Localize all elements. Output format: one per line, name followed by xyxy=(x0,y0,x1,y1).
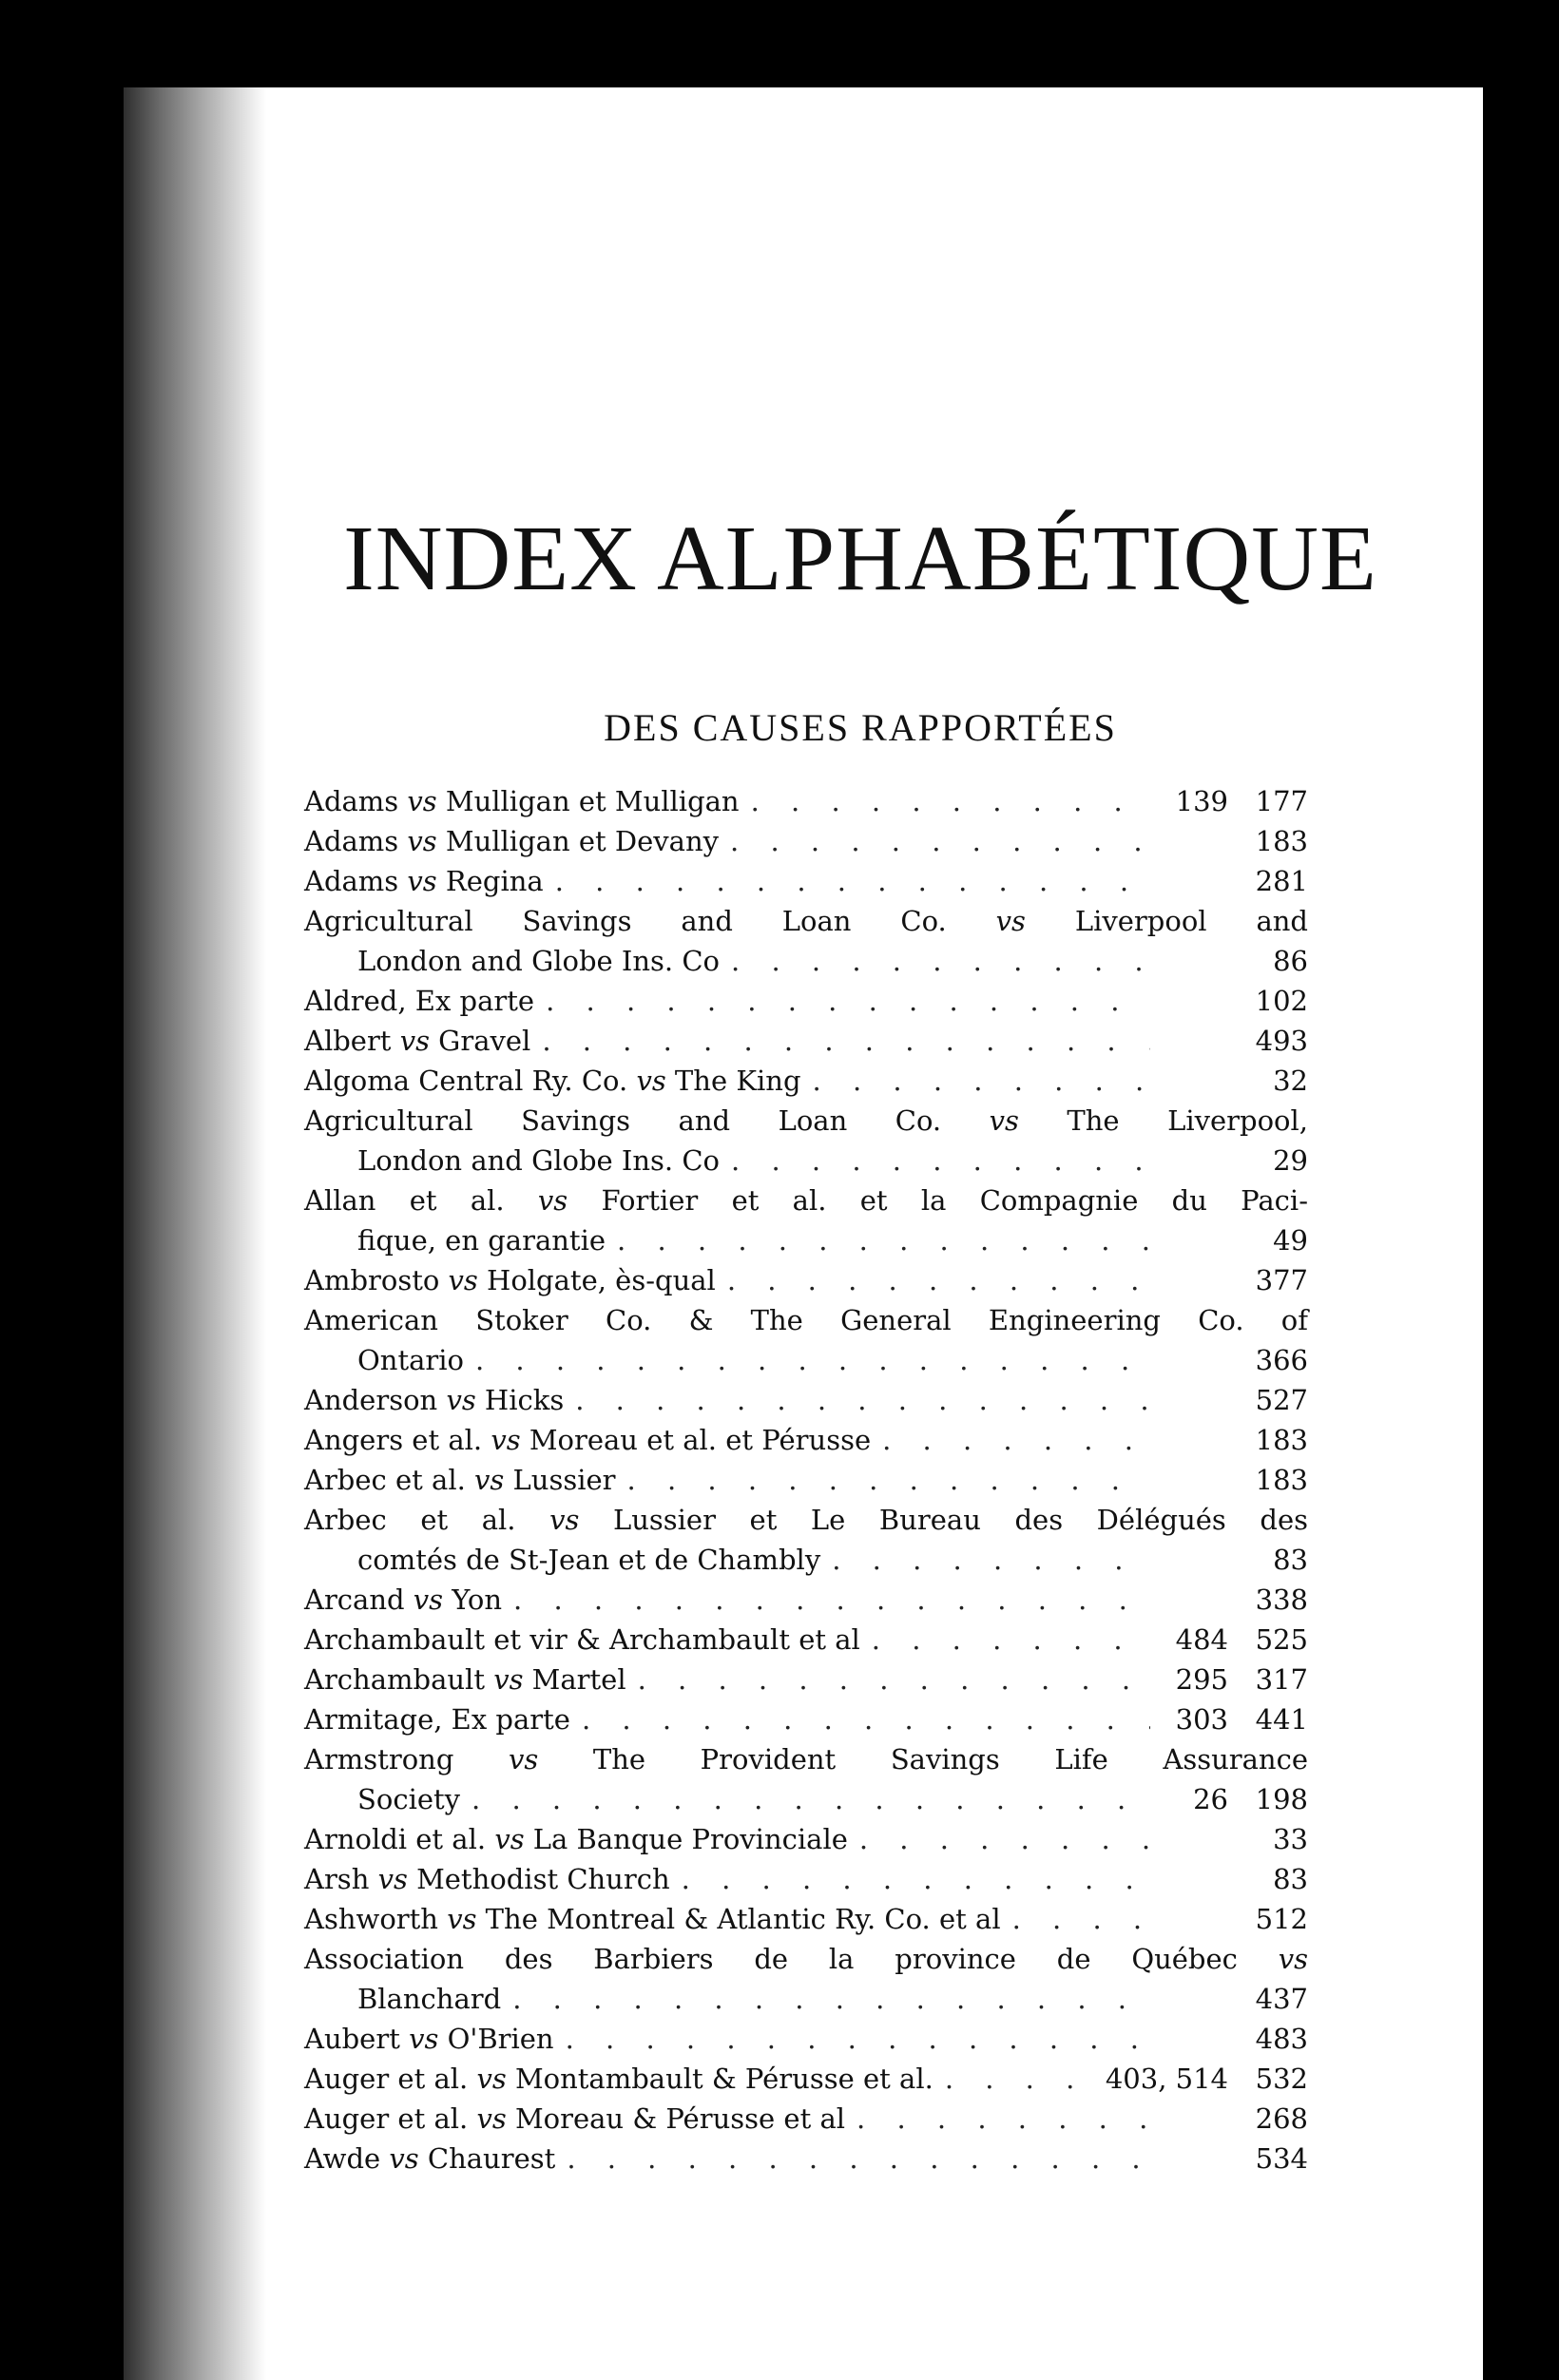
entry-text: Awde vs Chaurest xyxy=(304,2142,556,2175)
entry-line xyxy=(304,1660,1308,1699)
entry-text: comtés de St-Jean et de Chambly xyxy=(357,1544,821,1576)
entry-line xyxy=(304,861,1308,901)
index-entry xyxy=(304,2139,1308,2178)
entry-text: Archambault vs Martel xyxy=(304,1663,626,1696)
dot-leader xyxy=(730,821,1150,861)
dot-leader xyxy=(856,2099,1150,2139)
entry-text: Aldred, Ex parte xyxy=(304,985,535,1017)
index-entry xyxy=(304,1899,1308,1939)
page-ref: 377 xyxy=(1255,1264,1308,1296)
entry-text: Auger et al. vs Montambault & Pérusse et al. xyxy=(304,2063,933,2095)
dot-leader xyxy=(727,1260,1150,1300)
page-ref: 183 xyxy=(1255,1424,1308,1456)
entry-line xyxy=(304,1699,1308,1739)
index-entry xyxy=(304,1739,1308,1819)
entry-line xyxy=(304,1180,1308,1220)
index-entry xyxy=(304,821,1308,861)
page-ref: 281 xyxy=(1255,865,1308,897)
index-entry xyxy=(304,1260,1308,1300)
dot-leader xyxy=(872,1620,1150,1660)
index-entry xyxy=(304,1699,1308,1739)
entry-line xyxy=(304,1021,1308,1061)
dot-leader xyxy=(475,1340,1150,1380)
entry-text: Agricultural Savings and Loan Co. vs Liverpool and xyxy=(304,905,1308,937)
index-entry xyxy=(304,1061,1308,1101)
index-entry xyxy=(304,2019,1308,2059)
index-entry xyxy=(304,1620,1308,1660)
dot-leader xyxy=(832,1540,1150,1580)
entry-text: Aubert vs O'Brien xyxy=(304,2023,554,2055)
entry-text: London and Globe Ins. Co xyxy=(357,945,721,977)
entry-line xyxy=(304,2059,1308,2099)
index-entry xyxy=(304,1460,1308,1500)
entry-line xyxy=(304,1979,1308,2019)
page-ref: 33 xyxy=(1273,1823,1308,1855)
entry-text: Ashworth vs The Montreal & Atlantic Ry. Co. et al xyxy=(304,1903,1001,1935)
index-entry xyxy=(304,2099,1308,2139)
page-ref: 268 xyxy=(1255,2102,1308,2135)
page-ref-first: 484 xyxy=(1175,1623,1228,1656)
entry-line xyxy=(304,1101,1308,1141)
dot-leader xyxy=(567,2139,1150,2178)
index-entry xyxy=(304,1021,1308,1061)
entry-line xyxy=(304,1220,1308,1260)
entry-text: Armitage, Ex parte xyxy=(304,1703,570,1736)
entry-line xyxy=(304,1500,1308,1540)
entry-text: Arcand vs Yon xyxy=(304,1583,503,1616)
page-ref-first: 295 xyxy=(1175,1663,1228,1696)
index-entry xyxy=(304,1500,1308,1580)
dot-leader xyxy=(731,941,1150,981)
entry-line xyxy=(304,781,1308,821)
index-entries xyxy=(304,781,1308,2178)
index-entry xyxy=(304,1180,1308,1260)
index-entry xyxy=(304,1819,1308,1859)
dot-leader xyxy=(1012,1899,1150,1939)
entry-text: Anderson vs Hicks xyxy=(304,1384,565,1416)
entry-text: Ambrosto vs Holgate, ès-qual xyxy=(304,1264,716,1296)
page-ref: 86 xyxy=(1273,945,1308,977)
page-subtitle: DES CAUSES RAPPORTÉES xyxy=(604,706,1117,749)
entry-line xyxy=(304,1899,1308,1939)
dot-leader xyxy=(731,1141,1150,1180)
dot-leader xyxy=(542,1021,1150,1061)
index-entry xyxy=(304,981,1308,1021)
entry-text: Blanchard xyxy=(357,1983,502,2015)
dot-leader xyxy=(813,1061,1150,1101)
page-ref: 437 xyxy=(1255,1983,1308,2015)
dot-leader xyxy=(512,1979,1150,2019)
page-ref-first: 403, 514 xyxy=(1105,2063,1228,2095)
page-ref: 83 xyxy=(1273,1544,1308,1576)
entry-line xyxy=(304,1340,1308,1380)
dot-leader xyxy=(617,1220,1150,1260)
entry-line xyxy=(304,1420,1308,1460)
entry-text: Agricultural Savings and Loan Co. vs The Liverpool, xyxy=(304,1104,1308,1137)
entry-text: Society xyxy=(357,1783,461,1815)
entry-text: Arbec et al. vs Lussier et Le Bureau des Délégués des xyxy=(304,1504,1308,1536)
index-entry xyxy=(304,1420,1308,1460)
page-ref: 532 xyxy=(1255,2063,1308,2095)
page-ref: 29 xyxy=(1273,1144,1308,1177)
entry-line xyxy=(304,1300,1308,1340)
book-page xyxy=(124,87,1483,2380)
entry-text: Angers et al. vs Moreau et al. et Pérusse xyxy=(304,1424,872,1456)
entry-text: Allan et al. vs Fortier et al. et la Compagnie du Paci- xyxy=(304,1184,1308,1217)
entry-text: London and Globe Ins. Co xyxy=(357,1144,721,1177)
entry-line xyxy=(304,2139,1308,2178)
entry-line xyxy=(304,821,1308,861)
dot-leader xyxy=(945,2059,1094,2099)
index-entry xyxy=(304,1939,1308,2019)
entry-line xyxy=(304,1061,1308,1101)
index-entry xyxy=(304,1300,1308,1380)
dot-leader xyxy=(882,1420,1150,1460)
entry-text: Association des Barbiers de la province de Québec vs xyxy=(304,1943,1308,1975)
entry-line xyxy=(304,1580,1308,1620)
dot-leader xyxy=(627,1460,1150,1500)
dot-leader xyxy=(575,1380,1150,1420)
entry-text: Arsh vs Methodist Church xyxy=(304,1863,670,1895)
entry-line xyxy=(304,2099,1308,2139)
page-ref: 534 xyxy=(1255,2142,1308,2175)
entry-line xyxy=(304,1540,1308,1580)
entry-text: American Stoker Co. & The General Engineering Co. of xyxy=(304,1304,1308,1336)
entry-line xyxy=(304,1819,1308,1859)
page-title: INDEX ALPHABÉTIQUE xyxy=(343,508,1377,610)
page-ref: 483 xyxy=(1255,2023,1308,2055)
entry-line xyxy=(304,1739,1308,1779)
entry-text: Auger et al. vs Moreau & Pérusse et al xyxy=(304,2102,846,2135)
page-ref: 441 xyxy=(1255,1703,1308,1736)
dot-leader xyxy=(751,781,1150,821)
entry-text: Arnoldi et al. vs La Banque Provinciale xyxy=(304,1823,848,1855)
entry-text: Ontario xyxy=(357,1344,464,1376)
index-entry xyxy=(304,1660,1308,1699)
dot-leader xyxy=(472,1779,1150,1819)
page-ref-first: 303 xyxy=(1175,1703,1228,1736)
dot-leader xyxy=(638,1660,1150,1699)
page-ref: 317 xyxy=(1255,1663,1308,1696)
entry-line xyxy=(304,1260,1308,1300)
entry-text: Armstrong vs The Provident Savings Life Assurance xyxy=(304,1743,1309,1775)
dot-leader xyxy=(513,1580,1150,1620)
entry-line xyxy=(304,901,1308,941)
entry-line xyxy=(304,2019,1308,2059)
index-entry xyxy=(304,1859,1308,1899)
index-entry xyxy=(304,781,1308,821)
page-ref: 366 xyxy=(1255,1344,1308,1376)
page-ref: 493 xyxy=(1255,1025,1308,1057)
entry-line xyxy=(304,941,1308,981)
entry-line xyxy=(304,1939,1308,1979)
page-ref-first: 26 xyxy=(1193,1783,1228,1815)
dot-leader xyxy=(859,1819,1150,1859)
entry-line xyxy=(304,1620,1308,1660)
index-entry xyxy=(304,1101,1308,1180)
page-ref: 32 xyxy=(1273,1065,1308,1097)
entry-text: Arbec et al. vs Lussier xyxy=(304,1464,616,1496)
page-ref: 527 xyxy=(1255,1384,1308,1416)
dot-leader xyxy=(546,981,1150,1021)
page-ref: 102 xyxy=(1255,985,1308,1017)
index-entry xyxy=(304,861,1308,901)
page-binding-shadow xyxy=(124,87,266,2380)
dot-leader xyxy=(555,861,1150,901)
entry-text: fique, en garantie xyxy=(357,1224,606,1257)
page-ref-first: 139 xyxy=(1175,785,1228,817)
dot-leader xyxy=(582,1699,1150,1739)
entry-text: Adams vs Regina xyxy=(304,865,544,897)
entry-line xyxy=(304,1460,1308,1500)
page-ref: 512 xyxy=(1255,1903,1308,1935)
index-entry xyxy=(304,2059,1308,2099)
entry-text: Archambault et vir & Archambault et al xyxy=(304,1623,860,1656)
entry-line xyxy=(304,1141,1308,1180)
dot-leader xyxy=(682,1859,1150,1899)
entry-line xyxy=(304,1779,1308,1819)
page-ref: 183 xyxy=(1255,825,1308,857)
entry-text: Algoma Central Ry. Co. vs The King xyxy=(304,1065,801,1097)
entry-text: Albert vs Gravel xyxy=(304,1025,531,1057)
entry-line xyxy=(304,981,1308,1021)
index-entry xyxy=(304,901,1308,981)
dot-leader xyxy=(566,2019,1150,2059)
index-entry xyxy=(304,1380,1308,1420)
page-ref: 338 xyxy=(1255,1583,1308,1616)
entry-text: Adams vs Mulligan et Mulligan xyxy=(304,785,740,817)
entry-line xyxy=(304,1380,1308,1420)
page-ref: 177 xyxy=(1255,785,1308,817)
entry-text: Adams vs Mulligan et Devany xyxy=(304,825,720,857)
page-ref: 83 xyxy=(1273,1863,1308,1895)
page-ref: 525 xyxy=(1255,1623,1308,1656)
index-entry xyxy=(304,1580,1308,1620)
page-ref: 198 xyxy=(1255,1783,1308,1815)
page-ref: 183 xyxy=(1255,1464,1308,1496)
entry-line xyxy=(304,1859,1308,1899)
page-ref: 49 xyxy=(1273,1224,1308,1257)
